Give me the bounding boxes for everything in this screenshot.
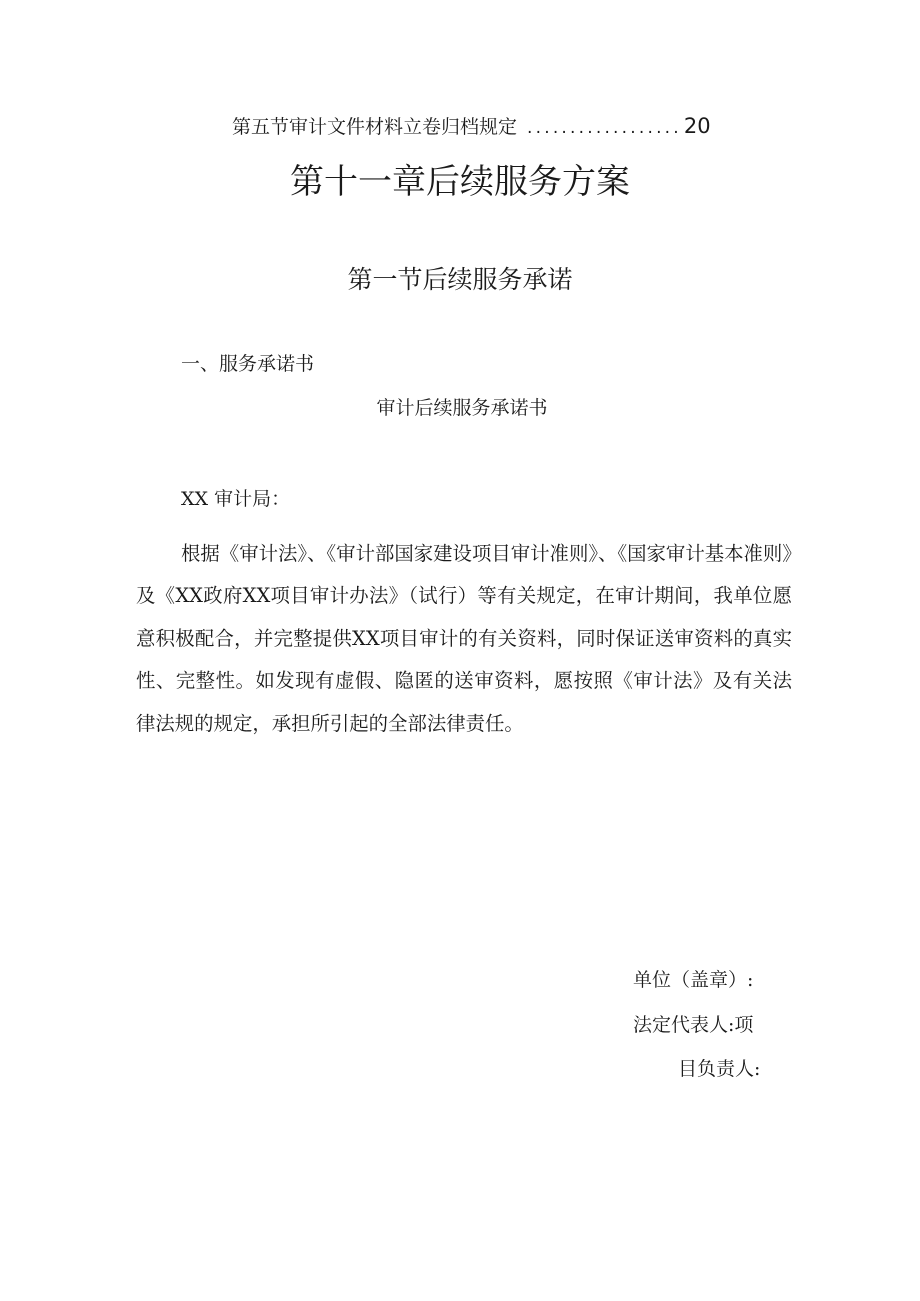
letter-body: 根据《审计法》、《审计部国家建设项目审计准则》、《国家审计基本准则》及《XX政府XX项目审计办法》（试行）等有关规定，在审计期间，我单位愿意积极配合，并完整提供XX项目审计的有关资料，同时保证送审资料的真实性、完整性。如发现有虚假、隐匿的送审资料，愿按照《审计法》及有关法律法规的规定，承担所引起的全部法律责任。 <box>136 542 792 735</box>
toc-entry-label: 第五节审计文件材料立卷归档规定 <box>232 116 518 138</box>
subheading: 一、服务承诺书 <box>181 353 315 375</box>
signature-unit: 单位（盖章）: <box>633 969 754 991</box>
letter-title: 审计后续服务承诺书 <box>376 397 548 419</box>
toc-entry <box>232 112 711 139</box>
signature-legal-rep: 法定代表人:项 <box>633 1014 754 1036</box>
chapter-title: 第十一章后续服务方案 <box>290 162 630 202</box>
letter-salutation: XX 审计局： <box>181 488 291 510</box>
section-title: 第一节后续服务承诺 <box>347 265 573 294</box>
toc-leader-dots: .................. <box>527 118 682 138</box>
signature-manager: 目负责人: <box>678 1058 761 1080</box>
toc-page-number: 20 <box>683 114 711 138</box>
